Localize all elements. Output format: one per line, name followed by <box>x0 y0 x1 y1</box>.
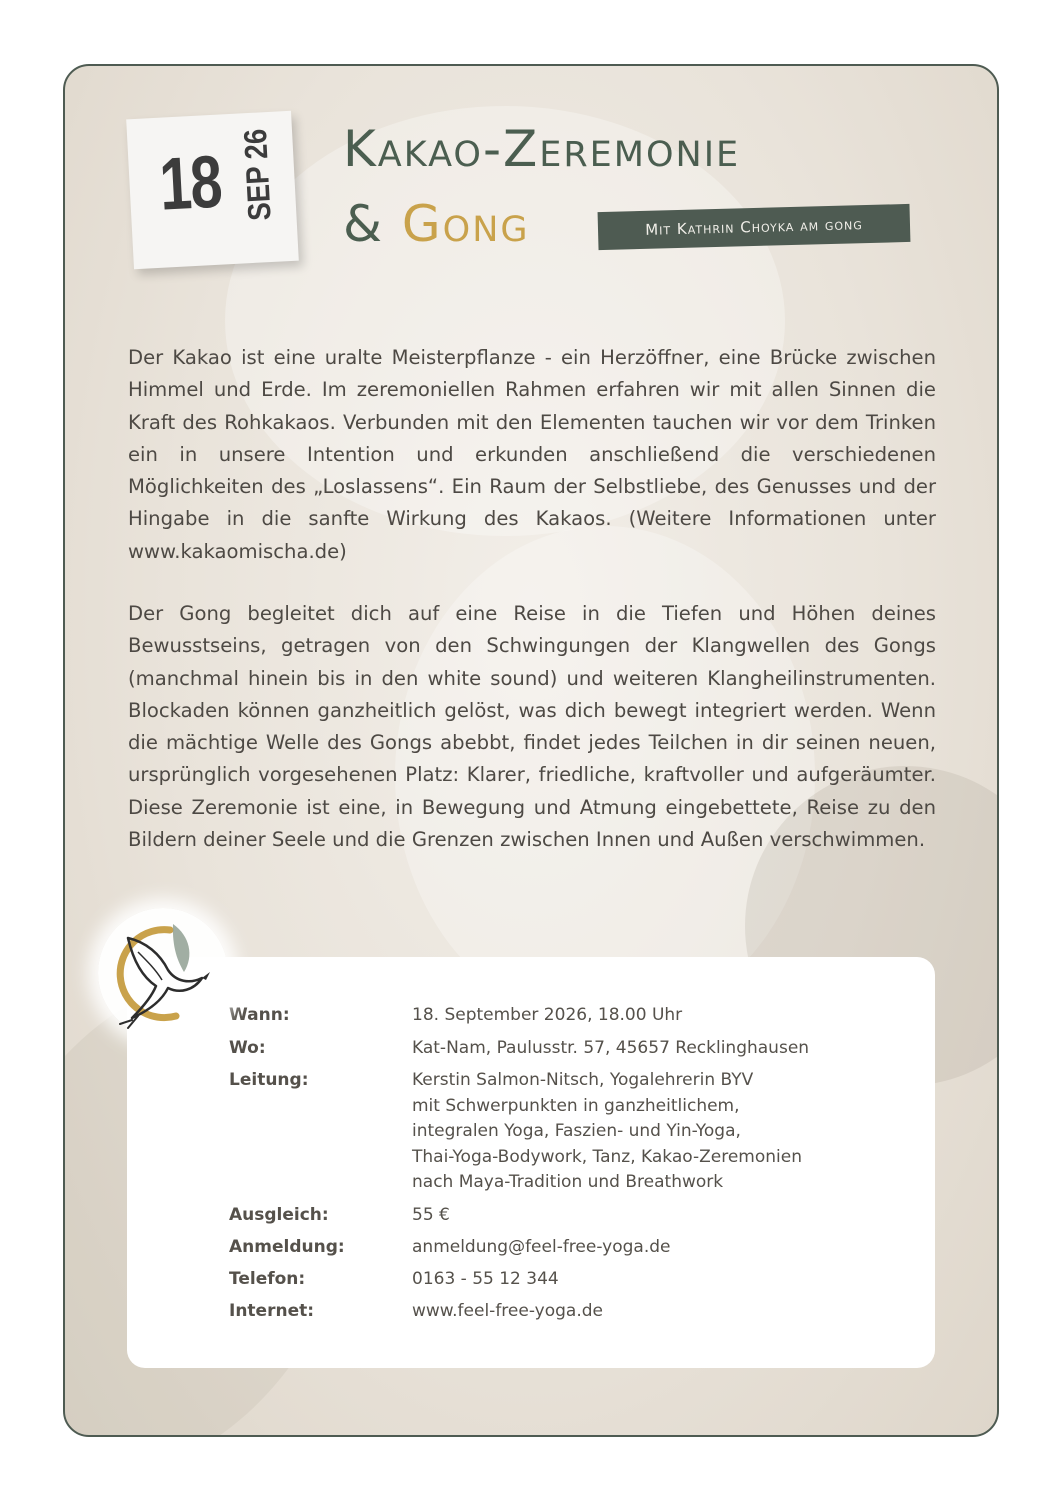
info-label: Telefon: <box>229 1269 306 1289</box>
description-paragraph: Der Gong begleitet dich auf eine Reise in die Tiefen und Höhen deines Bewusstseins, getragen von den Schwingungen der Klangwellen des Gongs (manchmal hinein bis in den white sound) und weiteren Klangheilinstrumenten. Blockaden können ganzheitlich gelöst, was dich bewegt integriert werden. Wenn die mächtige Welle des Gongs abebbt, findet jedes Teilchen in dir seinen neuen, ursprünglich vorgesehenen Platz: Klarer, friedliche, kraftvoller und aufgeräumter. Diese Zeremonie ist eine, in Bewegung und Atmung eingebettete, Reise zu den Bildern deiner Seele und die Grenzen zwischen Innen und Außen verschwimmen. <box>128 602 936 852</box>
crane-logo-icon <box>98 908 228 1038</box>
info-label: Internet: <box>229 1301 315 1321</box>
title-ampersand: & <box>343 195 384 253</box>
leitung-line: integralen Yoga, Faszien- und Yin-Yoga, <box>412 1121 741 1141</box>
info-value: Kat-Nam, Paulusstr. 57, 45657 Recklinghausen <box>412 1038 810 1058</box>
info-value: 18. September 2026, 18.00 Uhr <box>412 1005 683 1025</box>
info-value: www.feel-free-yoga.de <box>412 1301 603 1321</box>
leitung-line: Thai-Yoga-Bodywork, Tanz, Kakao-Zeremonien <box>412 1146 802 1167</box>
leitung-line: nach Maya-Tradition und Breathwork <box>412 1172 724 1192</box>
info-label: Ausgleich: <box>229 1205 329 1225</box>
title-gong: Gong <box>401 195 530 253</box>
description-paragraph: Der Kakao ist eine uralte Meisterpflanze - ein Herzöffner, eine Brücke zwischen Himmel und Erde. Im zeremoniellen Rahmen erfahren wir mit allen Sinnen die Kraft des Rohkakaos. Verbunden mit den Elementen tauchen wir vor dem Trinken ein in unsere Intention und erkunden anschließend die verschiedenen Möglichkeiten des „Loslassens“. Ein Raum der Selbstliebe, des Genusses und der Hingabe in die sanfte Wirkung des Kakaos. (Weitere Informationen unter www.kakaomischa.de) <box>128 346 936 563</box>
info-value: 55 € <box>412 1205 450 1225</box>
info-value: anmeldung@feel-free-yoga.de <box>412 1237 671 1257</box>
event-title: Kakao-Zeremonie <box>343 120 741 178</box>
leitung-line: Kerstin Salmon-Nitsch, Yogalehrerin BYV <box>412 1070 754 1090</box>
info-label: Wann: <box>229 1005 290 1025</box>
info-label: Leitung: <box>229 1070 309 1090</box>
date-day: 18 <box>157 139 223 226</box>
date-month-year: SEP 26 <box>236 128 278 222</box>
leitung-line: mit Schwerpunkten in ganzheitlichem, <box>412 1095 740 1116</box>
info-label: Anmeldung: <box>229 1237 345 1257</box>
event-title-line2 <box>343 195 530 253</box>
info-value <box>412 1068 892 1196</box>
info-value: 0163 - 55 12 344 <box>412 1269 559 1289</box>
date-note <box>126 111 299 269</box>
info-box <box>127 957 935 1368</box>
subtitle-text: Mit Kathrin Choyka am gong <box>644 215 863 239</box>
info-label: Wo: <box>229 1038 266 1058</box>
